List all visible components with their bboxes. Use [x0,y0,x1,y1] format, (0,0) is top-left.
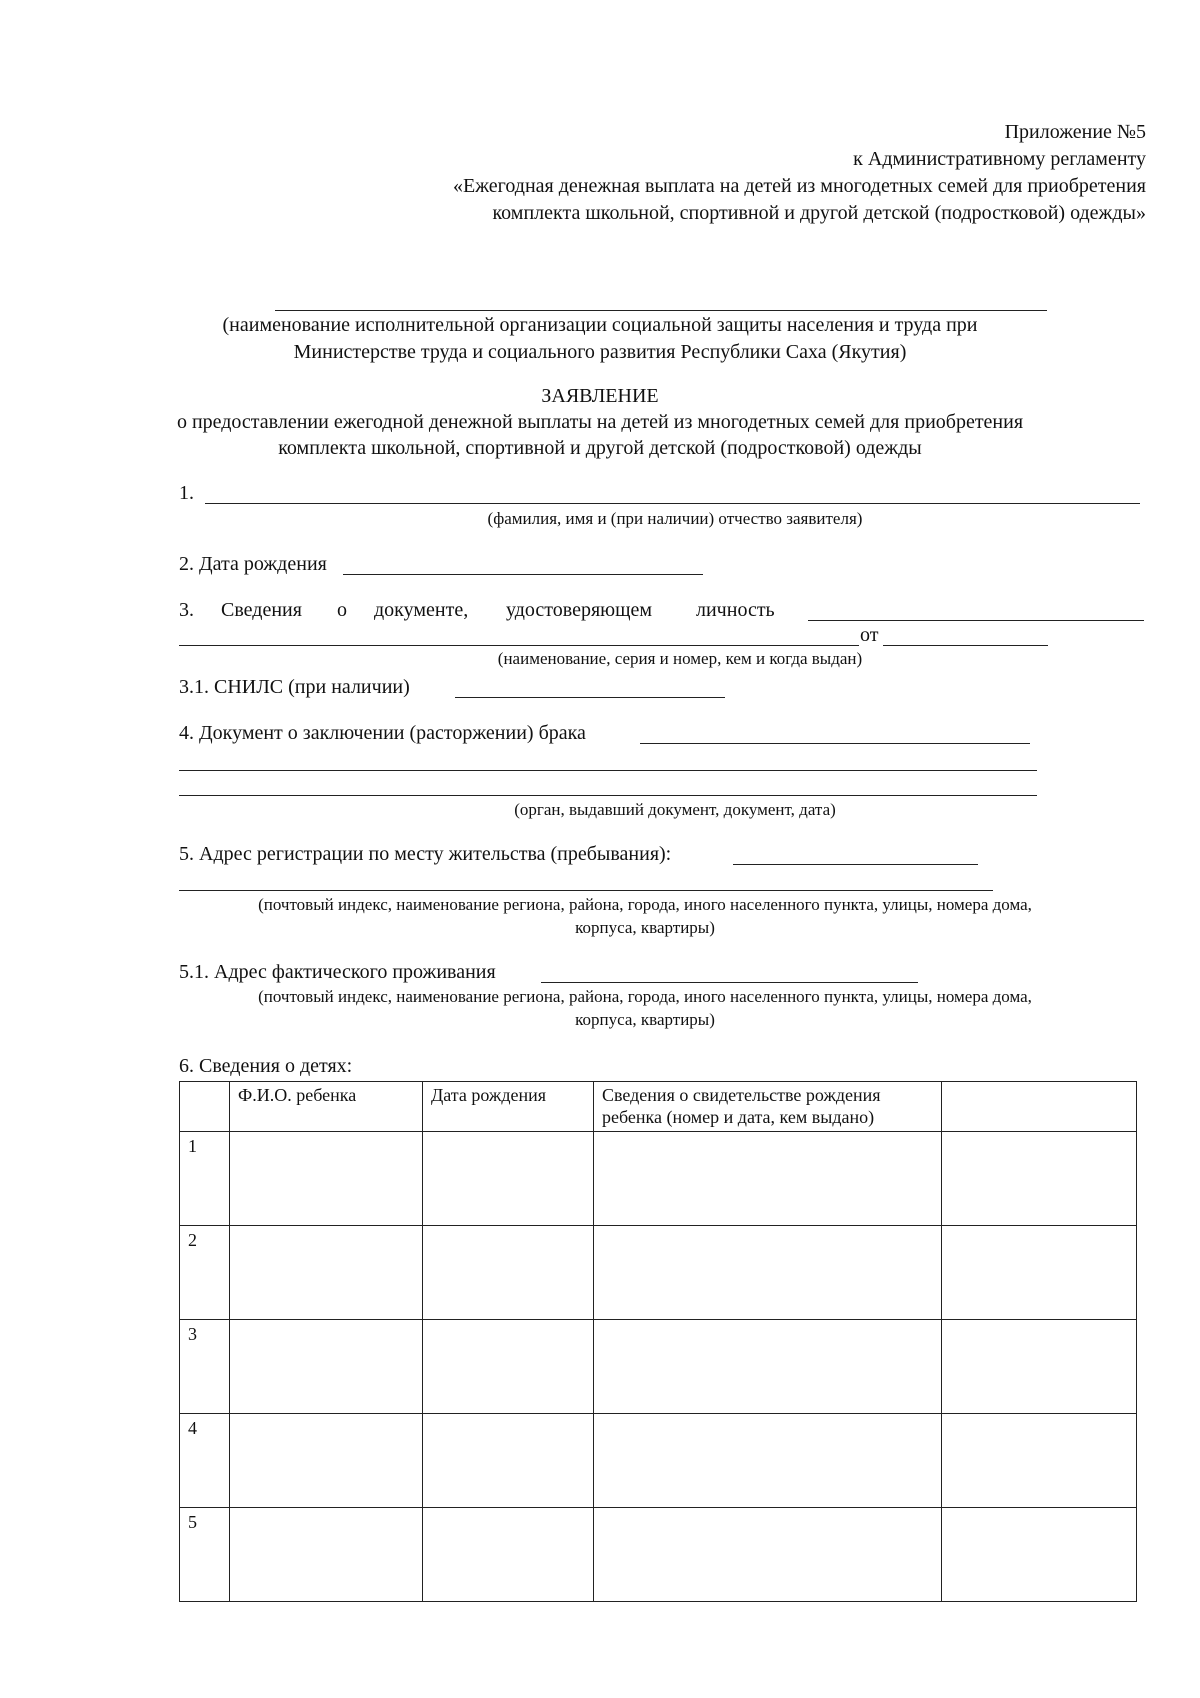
row-number: 1 [180,1132,230,1226]
field-1-number: 1. [179,482,194,504]
child-certificate-cell[interactable] [594,1414,942,1508]
child-extra-cell[interactable] [942,1320,1137,1414]
org-caption-line2: Министерстве труда и социального развития Республики Саха (Якутия) [293,341,907,363]
child-certificate-cell[interactable] [594,1132,942,1226]
row-number: 5 [180,1508,230,1602]
child-extra-cell[interactable] [942,1226,1137,1320]
children-label: 6. Сведения о детях: [179,1055,353,1077]
application-subtitle-line2: комплекта школьной, спортивной и другой детской (подростковой) одежды [278,437,922,459]
id-doc-label-w2: Сведения [221,599,302,621]
id-doc-label-w3: о [337,599,347,621]
birth-date-line[interactable] [343,574,703,575]
row-number: 2 [180,1226,230,1320]
id-doc-date-line[interactable] [883,645,1048,646]
snils-label: 3.1. СНИЛС (при наличии) [179,676,410,698]
table-row [180,1508,1137,1602]
actual-address-caption-line2: корпуса, квартиры) [575,1010,715,1029]
appendix-title-line1: «Ежегодная денежная выплата на детей из многодетных семей для приобретения [453,175,1146,197]
child-name-cell[interactable] [230,1508,423,1602]
application-subtitle-line1: о предоставлении ежегодной денежной выплаты на детей из многодетных семей для приобретения [176,411,1024,433]
children-table-header-row [180,1082,1137,1132]
children-table [179,1081,1137,1602]
child-certificate-cell[interactable] [594,1320,942,1414]
org-caption [180,313,1020,364]
actual-address-caption [150,986,1140,1030]
appendix-number: Приложение №5 [1004,121,1146,143]
child-name-cell[interactable] [230,1414,423,1508]
row-number: 3 [180,1320,230,1414]
table-row [180,1320,1137,1414]
marriage-doc-label: 4. Документ о заключении (расторжении) брака [179,722,586,744]
org-name-line[interactable] [275,310,1047,311]
registration-address-line-2[interactable] [179,890,993,891]
marriage-doc-line-3[interactable] [179,795,1037,796]
id-doc-from-label: от [860,624,879,646]
marriage-doc-line-1[interactable] [640,743,1030,744]
header-birth-date: Дата рождения [423,1082,594,1132]
child-extra-cell[interactable] [942,1132,1137,1226]
application-title: ЗАЯВЛЕНИЕ [541,385,659,407]
table-row [180,1132,1137,1226]
registration-address-caption [150,894,1140,938]
header-birth-certificate: Сведения о свидетельстве рождения ребенка (номер и дата, кем выдано) [594,1082,942,1132]
child-extra-cell[interactable] [942,1508,1137,1602]
id-doc-caption: (наименование, серия и номер, кем и когда выдан) [497,649,863,668]
registration-address-line-1[interactable] [733,864,978,865]
id-doc-line-2[interactable] [179,645,859,646]
appendix-title-line2: комплекта школьной, спортивной и другой детской (подростковой) одежды» [492,202,1146,224]
id-doc-line-1[interactable] [808,620,1144,621]
marriage-doc-caption: (орган, выдавший документ, документ, дата) [514,800,836,819]
org-caption-line1: (наименование исполнительной организации социальной защиты населения и труда при [222,314,978,336]
child-name-cell[interactable] [230,1132,423,1226]
applicant-name-line[interactable] [205,503,1140,504]
appendix-reglament: к Административному регламенту [853,148,1146,170]
marriage-doc-line-2[interactable] [179,770,1037,771]
birth-date-label: 2. Дата рождения [179,553,327,575]
applicant-name-caption: (фамилия, имя и (при наличии) отчество заявителя) [487,509,863,528]
child-birth-date-cell[interactable] [423,1414,594,1508]
child-birth-date-cell[interactable] [423,1320,594,1414]
header-extra [942,1082,1137,1132]
child-name-cell[interactable] [230,1226,423,1320]
appendix-header [146,120,1146,225]
child-name-cell[interactable] [230,1320,423,1414]
child-birth-date-cell[interactable] [423,1132,594,1226]
application-title-block [150,384,1050,460]
registration-address-caption-line2: корпуса, квартиры) [575,918,715,937]
child-certificate-cell[interactable] [594,1226,942,1320]
header-number [180,1082,230,1132]
id-doc-label-w1: 3. [179,599,194,621]
id-doc-label-w6: личность [696,599,775,621]
header-child-name: Ф.И.О. ребенка [230,1082,423,1132]
id-doc-label-w5: удостоверяющем [506,599,653,621]
child-extra-cell[interactable] [942,1414,1137,1508]
actual-address-caption-line1: (почтовый индекс, наименование региона, района, города, иного населенного пункта, улицы, номера дома, [258,987,1032,1006]
snils-line[interactable] [455,697,725,698]
row-number: 4 [180,1414,230,1508]
registration-address-caption-line1: (почтовый индекс, наименование региона, района, города, иного населенного пункта, улицы, номера дома, [258,895,1032,914]
child-birth-date-cell[interactable] [423,1226,594,1320]
table-row [180,1226,1137,1320]
table-row [180,1414,1137,1508]
registration-address-label: 5. Адрес регистрации по месту жительства (пребывания): [179,843,672,865]
child-birth-date-cell[interactable] [423,1508,594,1602]
actual-address-label: 5.1. Адрес фактического проживания [179,961,496,983]
child-certificate-cell[interactable] [594,1508,942,1602]
id-doc-label-w4: документе, [374,599,469,621]
actual-address-line[interactable] [541,982,918,983]
